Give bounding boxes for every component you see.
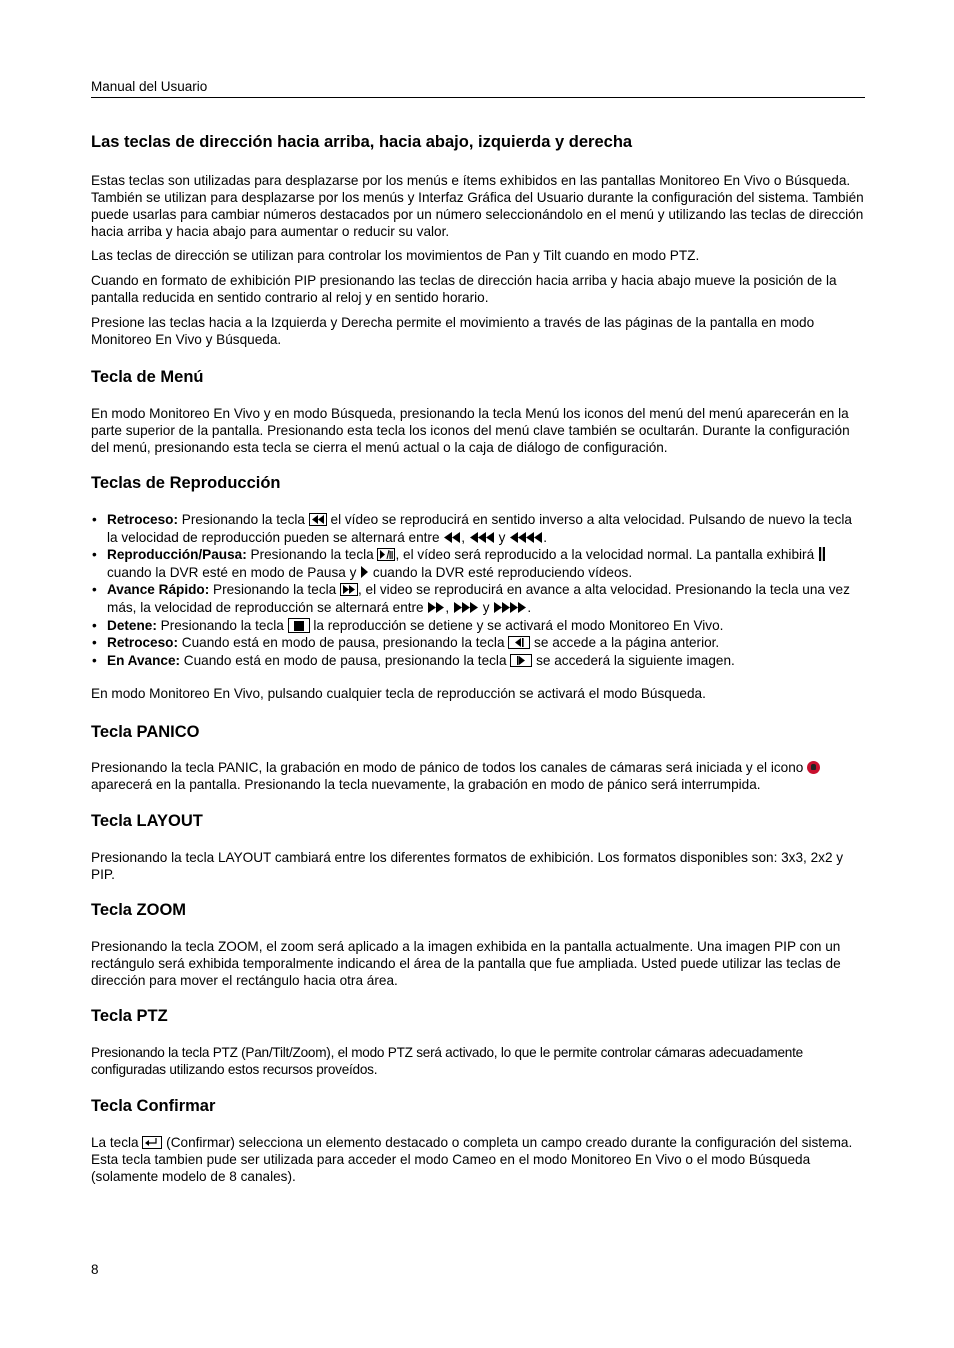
pause-icon: [818, 547, 826, 561]
paragraph: En modo Monitoreo En Vivo, pulsando cualquier tecla de reproducción se activará el modo Búsqueda.: [91, 686, 706, 702]
paragraph: Presionando la tecla PTZ (Pan/Tilt/Zoom), el modo PTZ será activado, lo que le permite controlar cámaras adecuadamente configuradas utilizando estos recursos proveídos.: [91, 1045, 803, 1077]
stop-key-icon: [288, 618, 310, 633]
layout-body: [91, 849, 865, 883]
menu-body: [91, 405, 865, 456]
rewind-x2-icon: [443, 532, 461, 543]
running-header: Manual del Usuario: [91, 79, 865, 98]
list-item: • Avance Rápido: Presionando la tecla , el video se reproducirá en avance a alta velocidad. Presionando la tecla una vez más, la velocidad de reproducción se alternará entre , y .: [91, 581, 865, 616]
confirm-body: [91, 1134, 865, 1185]
step-forward-key-icon: [510, 654, 532, 667]
section-title-layout: Tecla LAYOUT: [91, 812, 203, 830]
list-item: • Retroceso: Cuando está en modo de pausa, presionando la tecla se accede a la página anterior.: [91, 634, 865, 652]
panic-recording-icon: [807, 761, 820, 774]
playback-body: [91, 511, 865, 702]
section-title-playback: Teclas de Reproducción: [91, 474, 281, 492]
section-title-confirm: Tecla Confirmar: [91, 1097, 216, 1115]
ptz-body: [91, 1044, 865, 1078]
list-item: • Detene: Presionando la tecla la reproducción se detiene y se activará el modo Monitoreo En Vivo.: [91, 617, 865, 635]
fast-forward-x2-icon: [427, 602, 445, 613]
play-pause-key-icon: [377, 548, 395, 561]
paragraph: Presionando la tecla LAYOUT cambiará entre los diferentes formatos de exhibición. Los formatos disponibles son: 3x3, 2x2 y PIP.: [91, 850, 844, 882]
rewind-key-icon: [309, 513, 327, 526]
paragraph: Presione las teclas hacia a la Izquierda y Derecha permite el movimiento a través de las páginas de la pantalla en modo Monitoreo En Vivo y Búsqueda.: [91, 315, 815, 347]
play-icon: [360, 566, 369, 578]
fast-forward-key-icon: [340, 583, 358, 596]
playback-list: [91, 511, 865, 669]
paragraph: Presionando la tecla PANIC, la grabación en modo de pánico de todos los canales de cámaras será iniciada y el icono aparecerá en la pantalla. Presionando la tecla nuevamente, la grabación en modo de pánico será interrumpida.: [91, 759, 865, 793]
section-title-panic: Tecla PANICO: [91, 723, 200, 741]
fast-forward-x3-icon: [453, 602, 479, 613]
rewind-x4-icon: [509, 532, 543, 543]
panic-body: [91, 759, 865, 793]
step-back-key-icon: [508, 636, 530, 649]
paragraph: En modo Monitoreo En Vivo y en modo Búsqueda, presionando la tecla Menú los iconos del menú del menú aparecerán en la parte superior de la pantalla. Presionando esta tecla los iconos del menú clave también se ocultarán. Durante la configuración del menú, presionando esta tecla se cierra el menú actual o la caja de diálogo de configuración.: [91, 406, 850, 455]
zoom-body: [91, 938, 865, 989]
paragraph: Presionando la tecla ZOOM, el zoom será aplicado a la imagen exhibida en la pantalla actualmente. Una imagen PIP con un rectángulo será exhibida temporalmente indicando el área de la pantalla que fue ampliada. Usted puede utilizar las teclas de dirección para mover el rectángulo hacia otra área.: [91, 939, 841, 988]
paragraph: Cuando en formato de exhibición PIP presionando las teclas de dirección hacia arriba y hacia abajo mueve la posición de la pantalla reducida en sentido contrario al reloj y en sentido horario.: [91, 273, 837, 305]
section-title-direction-keys: Las teclas de dirección hacia arriba, hacia abajo, izquierda y derecha: [91, 133, 633, 151]
enter-key-icon: [142, 1136, 162, 1149]
rewind-x3-icon: [469, 532, 495, 543]
fast-forward-x4-icon: [493, 602, 527, 613]
section-title-menu: Tecla de Menú: [91, 368, 204, 386]
list-item: • En Avance: Cuando está en modo de pausa, presionando la tecla se accederá la siguiente imagen.: [91, 652, 865, 670]
paragraph: Las teclas de dirección se utilizan para controlar los movimientos de Pan y Tilt cuando en modo PTZ.: [91, 248, 700, 263]
list-item: • Reproducción/Pausa: Presionando la tecla , el vídeo será reproducido a la velocidad normal. La pantalla exhibirá cuando la DVR esté en modo de Pausa y cuando la DVR esté reproduciendo vídeos.: [91, 546, 865, 581]
page-number: 8: [91, 1262, 99, 1277]
paragraph: Estas teclas son utilizadas para desplazarse por los menús e ítems exhibidos en las pantallas Monitoreo En Vivo o Búsqueda. También se utilizan para desplazarse por los menús y Interfaz Gráfica del Usuario durante la configuración del sistema. También puede usarlas para cambiar números destacados por un número seleccionándolo en el menú y utilizando las teclas de dirección hacia arriba y hacia abajo para aumentar o reducir su valor.: [91, 173, 864, 239]
paragraph: La tecla (Confirmar) selecciona un elemento destacado o completa un campo creado durante la configuración del sistema. Esta tecla tambien pude ser utilizada para acceder el modo Cameo en el modo Monitoreo En Vivo o el modo Búsqueda (solamente modelo de 8 canales).: [91, 1135, 853, 1184]
section-title-zoom: Tecla ZOOM: [91, 901, 187, 919]
section-title-ptz: Tecla PTZ: [91, 1007, 168, 1025]
list-item: • Retroceso: Presionando la tecla el vídeo se reproducirá en sentido inverso a alta velocidad. Pulsando de nuevo la tecla la velocidad de reproducción pueden se alternará entre , y .: [91, 511, 865, 546]
direction-keys-body: [91, 172, 865, 348]
